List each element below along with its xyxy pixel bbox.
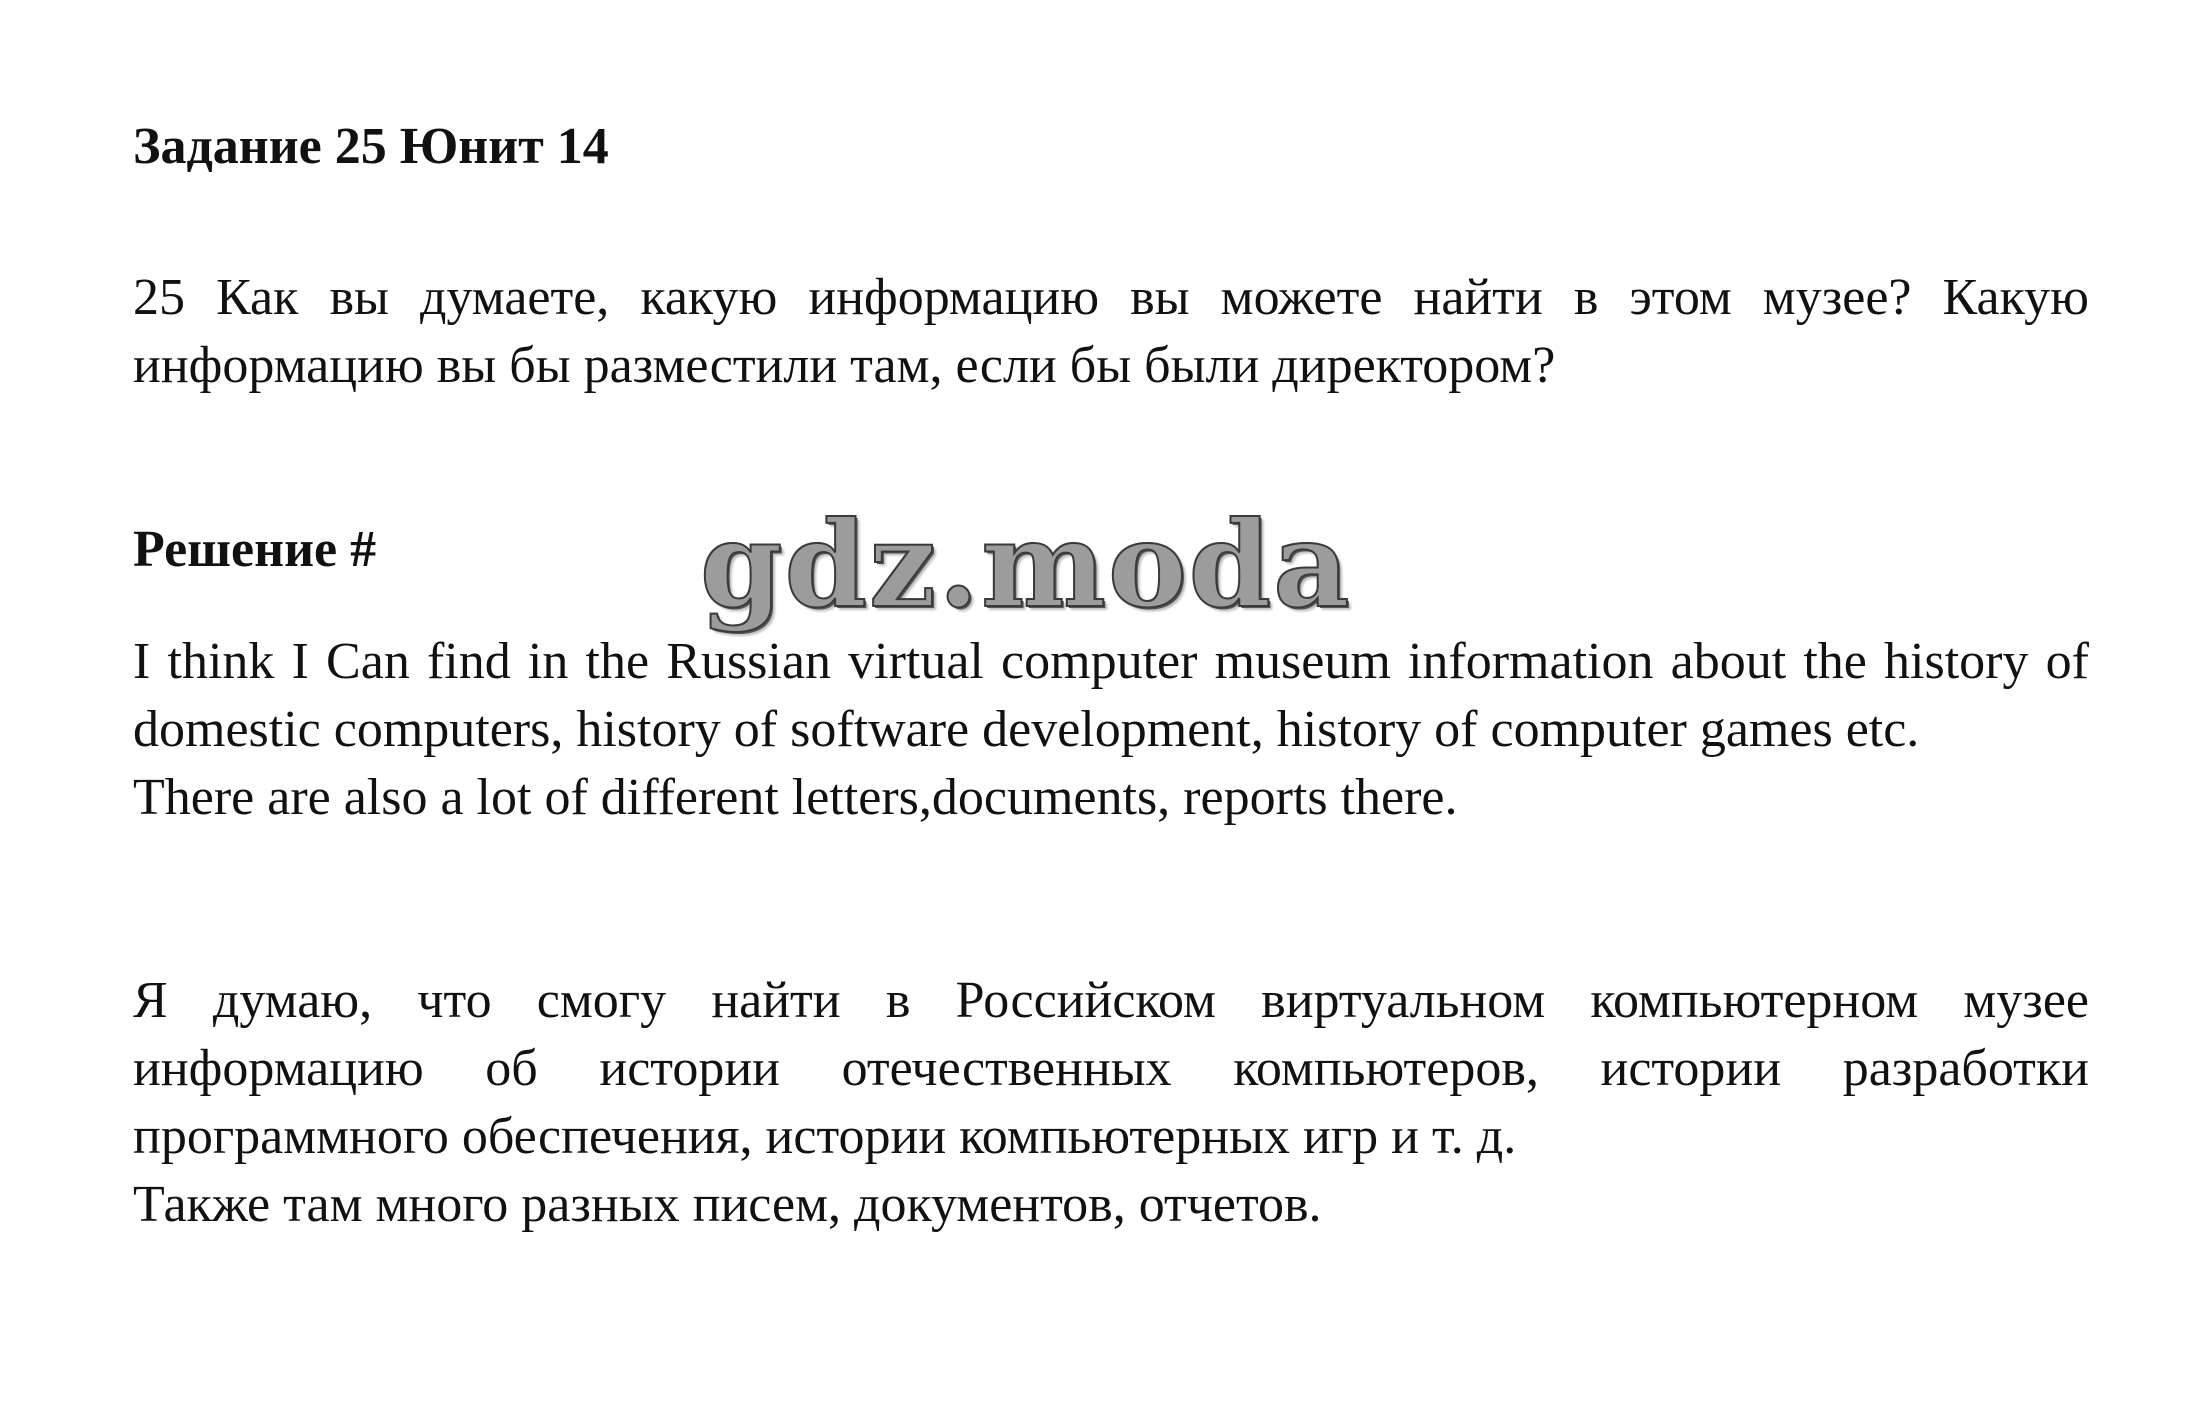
watermark-logo: gdz.moda: [700, 495, 1352, 634]
answer-en-paragraph-1: I think I Can find in the Russian virtual computer museum information about the history of domestic computers, history of software development, history of computer games etc.: [133, 633, 2089, 758]
answer-english: [133, 628, 2089, 832]
answer-russian: [133, 967, 2089, 1239]
task-title: Задание 25 Юнит 14: [133, 118, 609, 175]
answer-ru-paragraph-2: Также там много разных писем, документов, отчетов.: [133, 1176, 1322, 1233]
answer-ru-paragraph-1: Я думаю, что смогу найти в Российском виртуальном компьютерном музее информацию об истории отечественных компьютеров, истории разработки программного обеспечения, истории компьютерных игр и т. д.: [133, 972, 2089, 1165]
solution-heading: Решение #: [133, 521, 377, 578]
answer-en-paragraph-2: There are also a lot of different letters,documents, reports there.: [133, 769, 1458, 826]
task-question: 25 Как вы думаете, какую информацию вы можете найти в этом музее? Какую информацию вы бы разместили там, если бы были директором?: [133, 269, 2089, 394]
